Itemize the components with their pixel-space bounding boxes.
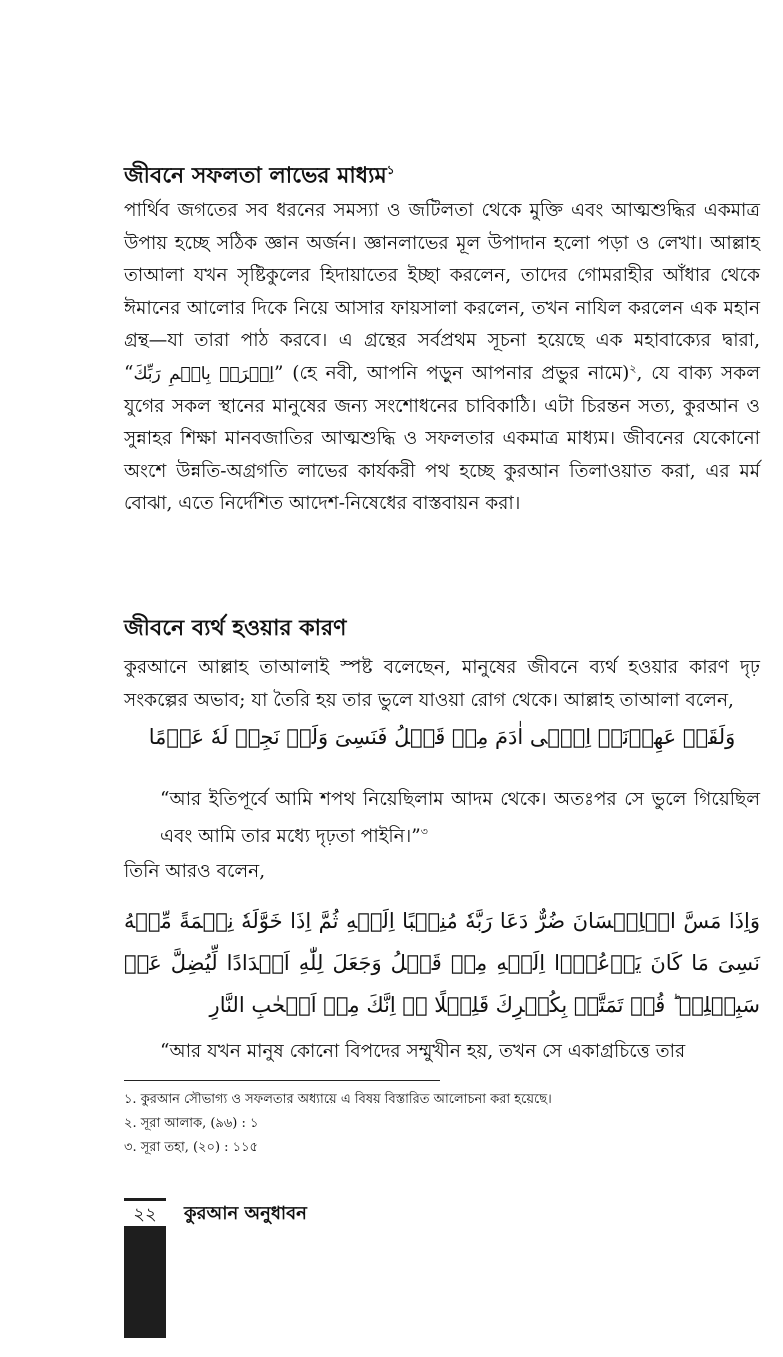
quote-translation-2: “আর যখন মানুষ কোনো বিপদের সম্মুখীন হয়, তখন সে একাগ্রচিত্তে তার	[160, 1041, 686, 1062]
quote-translation-1	[160, 784, 760, 853]
footnote-divider	[124, 1080, 440, 1081]
arabic-verse-1: وَلَقَدۡ عَهِدۡنَاۤ اِلٰۤی اٰدَمَ مِنۡ قَبۡلُ فَنَسِیَ وَلَمۡ نَجِدۡ لَهٗ عَزۡمًا	[148, 725, 736, 749]
footnote-ref-3: ৩	[420, 825, 428, 838]
section-heading-success	[124, 155, 764, 191]
footnotes	[124, 1088, 764, 1160]
paragraph-success	[124, 195, 760, 521]
footnote-ref-2: ২	[629, 361, 637, 375]
paragraph-text-c: , যে বাক্য সকল যুগের সকল স্থানের মানুষের জন্য সংশোধনের চাবিকাঠি। এটা চিরন্তন সত্য, কুরআন ও সুন্নাহর শিক্ষা মানবজাতির আত্মশুদ্ধি ও সফলতার একমাত্র মাধ্যম। জীবনের যেকোনো অংশে উন্নতি-অগ্রগতি লাভের কার্যকরী পথ হচ্ছে কুরআন তিলাওয়াত করা, এর মর্ম বোঝা, এতে নির্দেশিত আদেশ-নিষেধের বাস্তবায়ন করা।	[124, 362, 760, 515]
paragraph-failure-intro: কুরআনে আল্লাহ তাআলাই স্পষ্ট বলেছেন, মানুষের জীবনে ব্যর্থ হওয়ার কারণ দৃঢ় সংকল্পের অভাব; যা তৈরি হয় তার ভুলে যাওয়া রোগ থেকে। আল্লাহ তাআলা বলেন,	[124, 657, 760, 711]
quote-text-1: “আর ইতিপূর্বে আমি শপথ নিয়েছিলাম আদম থেকে। অতঃপর সে ভুলে গিয়েছিল এবং আমি তার মধ্যে দৃঢ়তা পাইনি।”	[160, 789, 760, 848]
section-heading-failure: জীবনে ব্যর্থ হওয়ার কারণ	[124, 616, 347, 641]
footnote-3: ৩. সূরা তহা, (২০) : ১১৫	[124, 1140, 258, 1155]
footnote-1: ১. কুরআন সৌভাগ্য ও সফলতার অধ্যায়ে এ বিষয় বিস্তারিত আলোচনা করা হয়েছে।	[124, 1092, 552, 1107]
arabic-verse-2: وَاِذَا مَسَّ الۡاِنۡسَانَ ضُرٌّ دَعَا رَبَّهٗ مُنِیۡبًا اِلَیۡهِ ثُمَّ اِذَا خَوَّلَهٗ نِعۡمَةً مِّنۡهُ نَسِیَ مَا كَانَ یَدۡعُوۡۤا اِلَیۡهِ مِنۡ قَبۡلُ وَجَعَلَ لِلّٰهِ اَنۡدَادًا لِّیُضِلَّ عَنۡ سَبِیۡلِهٖ ؕ قُلۡ تَمَتَّعۡ بِكُفۡرِكَ قَلِیۡلًا ٭ۖ اِنَّكَ مِنۡ اَصۡحٰبِ النَّارِ	[124, 909, 760, 1017]
page-number: ২২	[124, 1198, 166, 1226]
arabic-inline-verse: اِقۡرَاۡ بِاسۡمِ رَبِّكَ	[133, 363, 274, 384]
footnote-ref-1: ১	[386, 163, 395, 177]
heading-text: জীবনে সফলতা লাভের মাধ্যম	[124, 163, 387, 189]
paragraph-transition: তিনি আরও বলেন,	[124, 861, 266, 882]
paragraph-text-b: ” (হে নবী, আপনি পড়ুন আপনার প্রভুর নামে)	[274, 362, 630, 384]
book-title: কুরআন অনুধাবন	[184, 1203, 307, 1224]
footnote-2: ২. সূরা আলাক, (৯৬) : ১	[124, 1116, 259, 1131]
paragraph-text-a: পার্থিব জগতের সব ধরনের সমস্যা ও জটিলতা থেকে মুক্তি এবং আত্মশুদ্ধির একমাত্র উপায় হচ্ছে সঠিক জ্ঞান অর্জন। জ্ঞানলাভের মূল উপাদান হলো পড়া ও লেখা। আল্লাহ তাআলা যখন সৃষ্টিকুলের হিদায়াতের ইচ্ছা করলেন, তাদের গোমরাহীর আঁধার থেকে ঈমানের আলোর দিকে নিয়ে আসার ফায়সালা করলেন, তখন নাযিল করলেন এক মহান গ্রন্থ—যা তারা পাঠ করবে। এ গ্রন্থের সর্বপ্রথম সূচনা হয়েছে এক মহাবাক্যের দ্বারা, “	[124, 200, 760, 384]
